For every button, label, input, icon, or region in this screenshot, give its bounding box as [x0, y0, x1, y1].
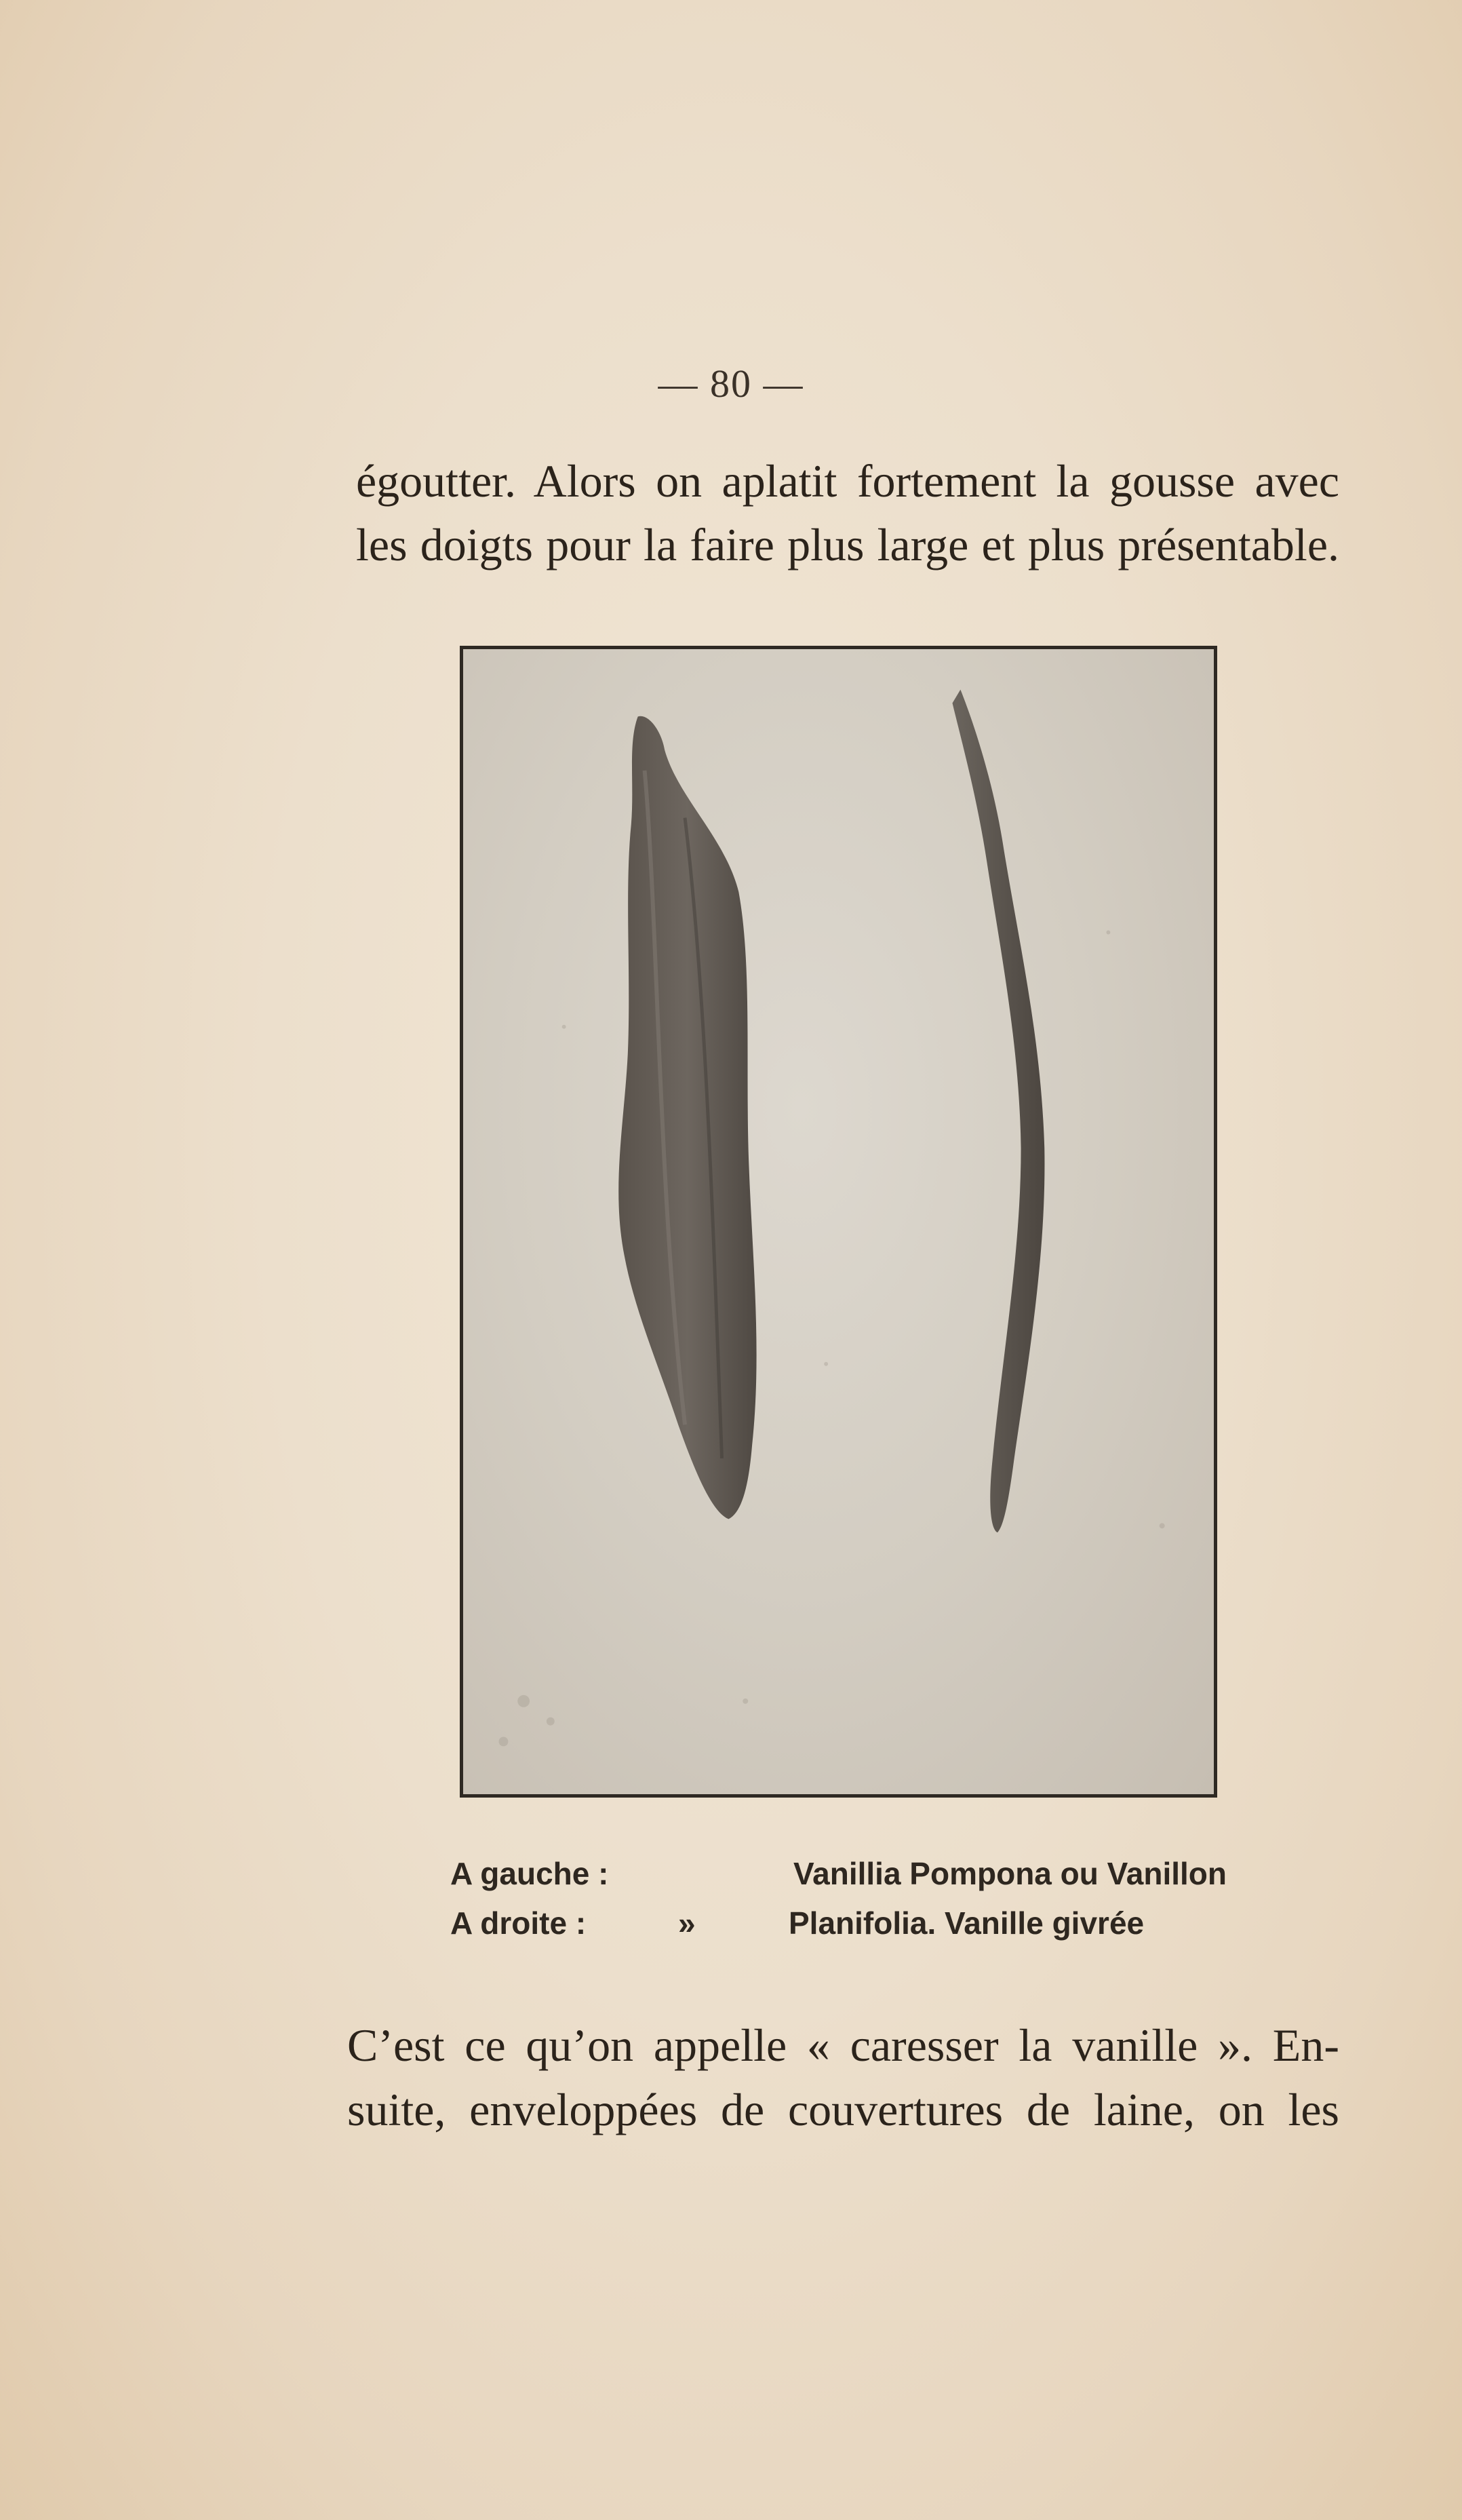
vanilla-pods-photo [460, 646, 1217, 1798]
caption-left-label: A gauche : [450, 1856, 609, 1891]
paragraph-line: C’est ce qu’on appelle « caresser la vanille ». En- [347, 2019, 1339, 2071]
caption-right-label: A droite : [450, 1905, 587, 1941]
vanilla-pods-illustration [463, 649, 1214, 1794]
caption-left-description: Vanillia Pompona ou Vanillon [793, 1856, 1227, 1891]
caption-right-description: Planifolia. Vanille givrée [789, 1905, 1145, 1941]
right-pod-shape [952, 690, 1044, 1533]
page-number: — 80 — [658, 362, 804, 406]
paragraph-line: suite, enveloppées de couvertures de laine, on les [347, 2084, 1339, 2135]
paragraph-line: les doigts pour la faire plus large et plus présentable. [356, 519, 1339, 570]
paragraph-line: égoutter. Alors on aplatit fortement la gousse avec [356, 455, 1339, 507]
caption-ditto-mark: » [678, 1905, 696, 1941]
